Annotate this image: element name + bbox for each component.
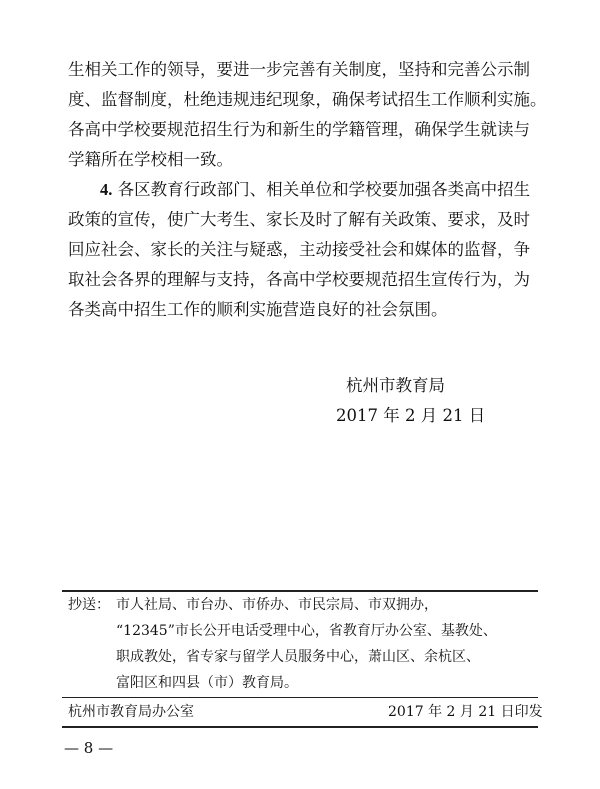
cc-mid-rule	[62, 697, 538, 698]
cc-top-rule	[62, 590, 538, 592]
cc-line-4: 富阳区和四县（市）教育局。	[116, 675, 298, 691]
item-4-line-1	[100, 180, 530, 200]
body-line-4: 学籍所在学校相一致。	[68, 150, 233, 169]
cc-label: 抄送：	[68, 597, 110, 613]
item-4-line-4: 取社会各界的理解与支持，各高中学校要规范招生宣传行为，为	[68, 270, 530, 289]
cc-line-3: 职成教处，省专家与留学人员服务中心，萧山区、余杭区、	[116, 649, 480, 665]
page-number: — 8 —	[64, 739, 114, 757]
item-4-number: 4.	[100, 180, 113, 199]
item-4-text: 各区教育行政部门、相关单位和学校要加强各类高中招生	[117, 180, 531, 199]
body-line-3: 各高中学校要规范招生行为和新生的学籍管理，确保学生就读与	[68, 120, 530, 139]
signature-date: 2017 年 2 月 21 日	[336, 406, 486, 425]
item-4-line-3: 回应社会、家长的关注与疑惑，主动接受社会和媒体的监督，争	[68, 240, 530, 259]
body-line-2: 度、监督制度，杜绝违规违纪现象，确保考试招生工作顺利实施。	[68, 90, 547, 109]
item-4-line-2: 政策的宣传，使广大考生、家长及时了解有关政策、要求，及时	[68, 210, 530, 229]
body-line-1: 生相关工作的领导，要进一步完善有关制度，坚持和完善公示制	[68, 60, 530, 79]
issuer-office: 杭州市教育局办公室	[68, 704, 194, 720]
signature-org: 杭州市教育局	[346, 376, 445, 395]
item-4-line-5: 各类高中招生工作的顺利实施营造良好的社会氛围。	[68, 300, 448, 319]
cc-line-1: 市人社局、市台办、市侨办、市民宗局、市双拥办，	[116, 597, 438, 613]
issuer-bottom-rule	[62, 726, 538, 728]
cc-line-2: “12345”市长公开电话受理中心，省教育厅办公室、基教处、	[116, 623, 497, 639]
issuer-print-date: 2017 年 2 月 21 日印发	[388, 704, 543, 720]
